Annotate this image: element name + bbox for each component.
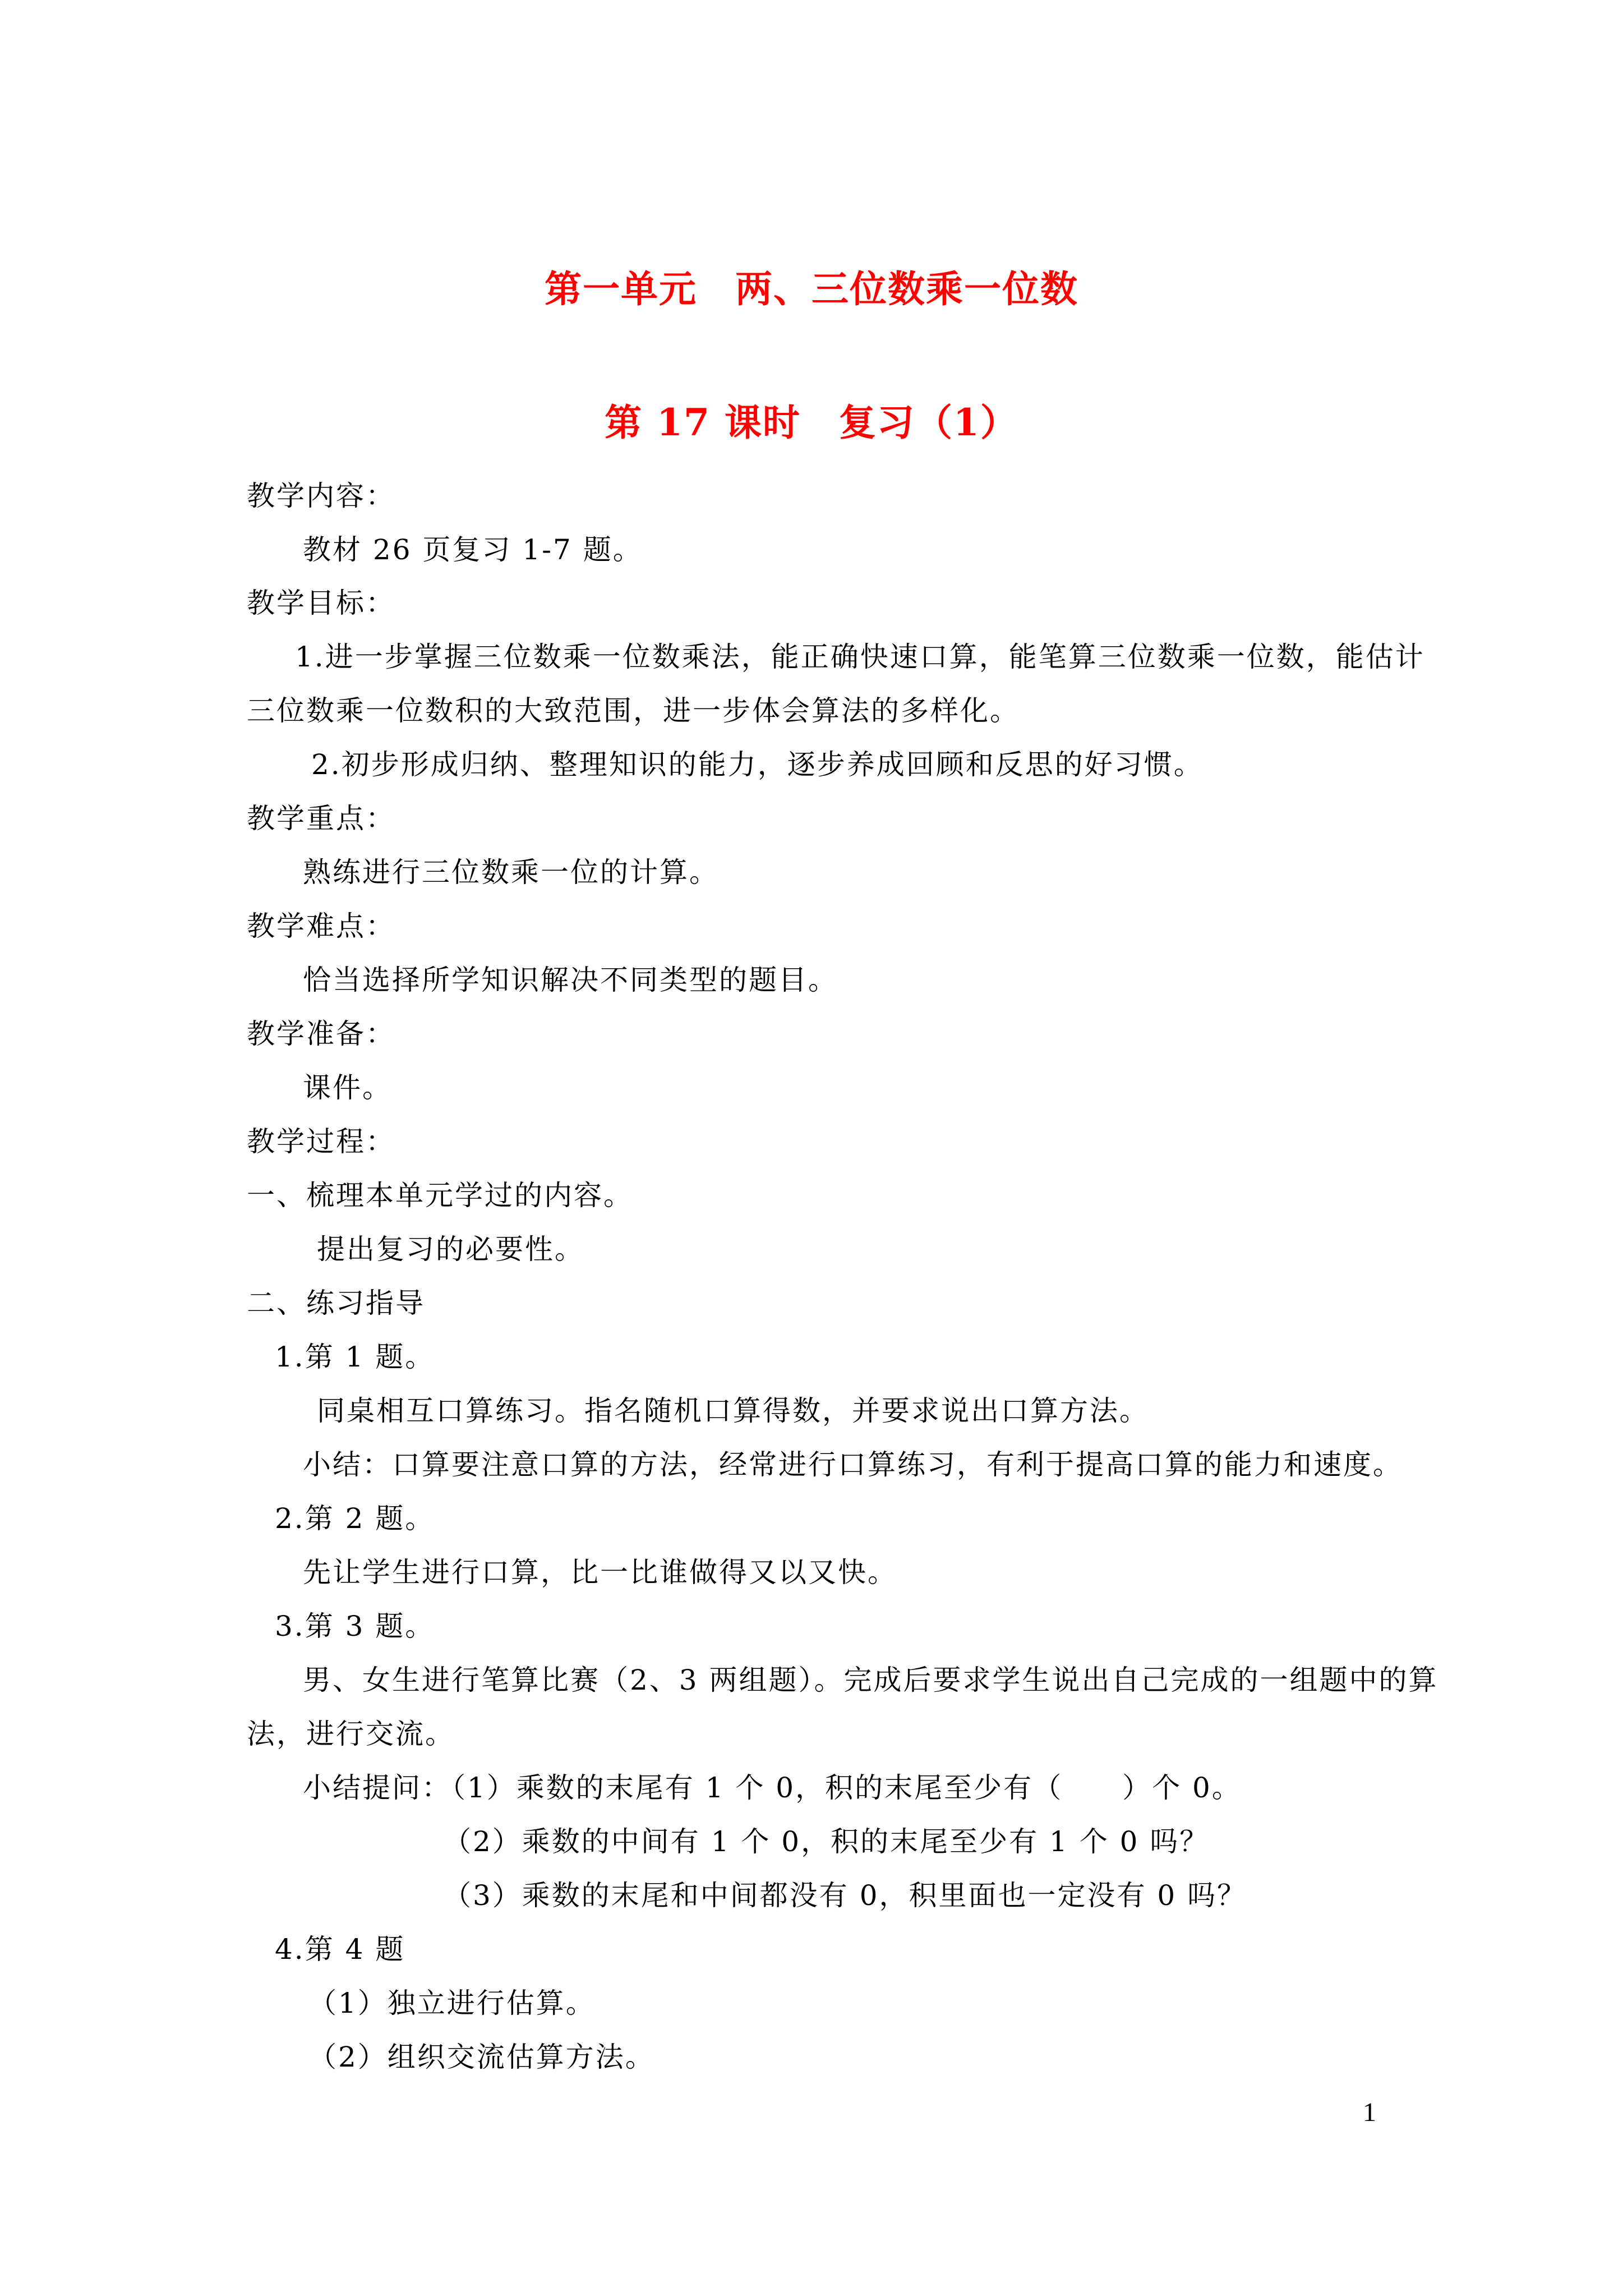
content-text: 教材 26 页复习 1-7 题。	[303, 533, 643, 566]
difficulties-text: 恰当选择所学知识解决不同类型的题目。	[303, 964, 838, 996]
exercise-2-heading: 2.第 2 题。	[275, 1502, 435, 1535]
heading-preparation: 教学准备：	[247, 1018, 395, 1050]
unit-title: 第一单元 两、三位数乘一位数	[545, 267, 1078, 311]
exercise-3-text-line-1: 男、女生进行笔算比赛（2、3 两组题）。完成后要求学生说出自己完成的一组题中的算	[303, 1664, 1438, 1696]
exercise-1-heading: 1.第 1 题。	[275, 1341, 435, 1373]
summary-question-1: 小结提问：（1）乘数的末尾有 1 个 0，积的末尾至少有（ ）个 0。	[303, 1772, 1242, 1804]
key-points-text: 熟练进行三位数乘一位的计算。	[303, 856, 719, 889]
section-2-heading: 二、练习指导	[247, 1287, 425, 1319]
lesson-title: 第 17 课时 复习（1）	[605, 401, 1018, 444]
heading-objectives: 教学目标：	[247, 587, 395, 619]
exercise-1-text: 同桌相互口算练习。指名随机口算得数，并要求说出口算方法。	[317, 1395, 1149, 1427]
objective-2: 2.初步形成归纳、整理知识的能力，逐步养成回顾和反思的好习惯。	[311, 748, 1204, 781]
summary-question-2: （2）乘数的中间有 1 个 0，积的末尾至少有 1 个 0 吗？	[443, 1825, 1210, 1858]
exercise-2-text: 先让学生进行口算，比一比谁做得又以又快。	[303, 1556, 897, 1589]
exercise-3-heading: 3.第 3 题。	[275, 1610, 435, 1642]
exercise-1-summary: 小结：口算要注意口算的方法，经常进行口算练习，有利于提高口算的能力和速度。	[303, 1448, 1403, 1481]
section-1-text: 提出复习的必要性。	[317, 1233, 584, 1266]
exercise-3-text-line-2: 法，进行交流。	[247, 1718, 455, 1750]
heading-difficulties: 教学难点：	[247, 910, 395, 942]
exercise-4-step-2: （2）组织交流估算方法。	[308, 2041, 655, 2073]
heading-content: 教学内容：	[247, 480, 395, 512]
exercise-4-step-1: （1）独立进行估算。	[308, 1987, 596, 2019]
objective-1-line-1: 1.进一步掌握三位数乘一位数乘法，能正确快速口算，能笔算三位数乘一位数，能估计	[295, 641, 1425, 673]
heading-process: 教学过程：	[247, 1125, 395, 1158]
page-number: 1	[1363, 2097, 1376, 2127]
exercise-4-heading: 4.第 4 题	[275, 1933, 405, 1966]
preparation-text: 课件。	[303, 1071, 392, 1104]
section-1-heading: 一、梳理本单元学过的内容。	[247, 1179, 633, 1212]
objective-1-line-2: 三位数乘一位数积的大致范围，进一步体会算法的多样化。	[247, 694, 1020, 727]
summary-question-3: （3）乘数的末尾和中间都没有 0，积里面也一定没有 0 吗？	[443, 1879, 1247, 1912]
heading-key-points: 教学重点：	[247, 802, 395, 835]
